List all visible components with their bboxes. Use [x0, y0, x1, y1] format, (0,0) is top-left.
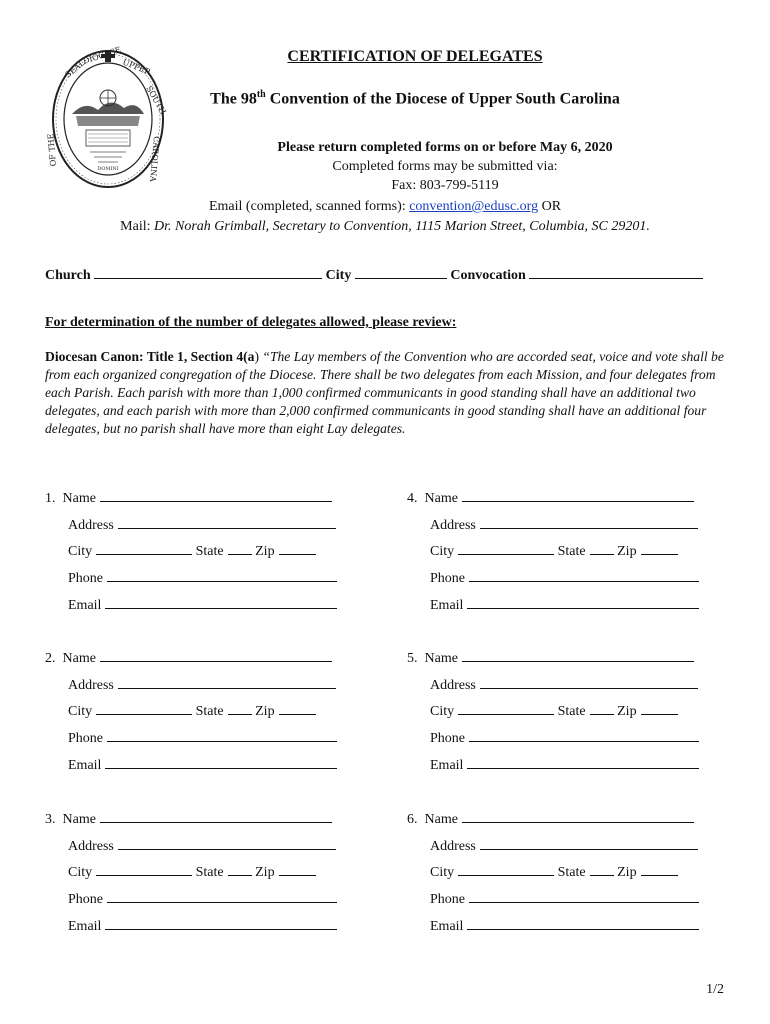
delegate-3-email-field[interactable]	[105, 915, 337, 930]
delegate-2-zip-field[interactable]	[279, 700, 316, 715]
delegate-1-city-row	[68, 540, 316, 560]
delegate-6-phone-row	[430, 888, 699, 908]
delegate-1-phone-field[interactable]	[107, 567, 337, 582]
form-title: CERTIFICATION OF DELEGATES	[287, 48, 543, 65]
delegate-3-city-row	[68, 861, 316, 881]
delegate-6-phone-field[interactable]	[469, 888, 699, 903]
delegate-6-address-row	[430, 835, 698, 855]
name-label: Name	[424, 651, 458, 666]
delegate-6-state-field[interactable]	[590, 861, 614, 876]
delegate-number: 5.	[407, 651, 418, 666]
delegate-6-name-row	[407, 808, 694, 828]
delegate-6-email-row	[430, 915, 699, 935]
delegate-6-city-field[interactable]	[458, 861, 554, 876]
address-label: Address	[68, 517, 114, 533]
svg-text:SOUTH: SOUTH	[144, 84, 168, 116]
delegate-5-email-row	[430, 754, 699, 774]
page-number: 1/2	[706, 982, 724, 997]
svg-text:DOMINI: DOMINI	[97, 166, 119, 172]
svg-text:OF THE: OF THE	[46, 133, 58, 167]
delegate-2-phone-field[interactable]	[107, 727, 337, 742]
email-label: Email	[430, 918, 464, 934]
city-label: City	[430, 704, 455, 720]
phone-label: Phone	[430, 731, 465, 747]
email-instructions: Email (completed, scanned forms): convention@edusc.org OR	[208, 199, 562, 214]
delegate-2-address-field[interactable]	[118, 674, 336, 689]
zip-label: Zip	[617, 544, 637, 560]
address-label: Address	[430, 838, 476, 854]
church-row	[45, 266, 703, 284]
delegate-4-name-row	[407, 487, 694, 507]
delegate-number: 3.	[45, 812, 56, 827]
delegate-4-name-field[interactable]	[462, 487, 694, 502]
submit-via-text: Completed forms may be submitted via:	[332, 159, 558, 174]
delegate-1-name-row	[45, 487, 332, 507]
delegate-5-name-field[interactable]	[462, 647, 694, 662]
state-label: State	[195, 704, 224, 720]
delegate-6-address-field[interactable]	[480, 835, 698, 850]
phone-label: Phone	[68, 892, 103, 908]
delegate-5-address-row	[430, 674, 698, 694]
zip-label: Zip	[255, 865, 275, 881]
city-label: City	[68, 865, 93, 881]
return-deadline: Please return completed forms on or before May 6, 2020	[277, 140, 613, 155]
zip-label: Zip	[255, 704, 275, 720]
city-label: City	[68, 544, 93, 560]
delegate-6-zip-field[interactable]	[641, 861, 678, 876]
review-heading: For determination of the number of delegates allowed, please review:	[45, 315, 457, 330]
delegate-1-address-row	[68, 514, 336, 534]
city-field[interactable]	[355, 266, 447, 279]
delegate-4-phone-field[interactable]	[469, 567, 699, 582]
name-label: Name	[62, 812, 96, 827]
delegate-2-phone-row	[68, 727, 337, 747]
delegate-3-city-field[interactable]	[96, 861, 192, 876]
phone-label: Phone	[68, 731, 103, 747]
email-label: Email	[430, 757, 464, 773]
delegate-5-email-field[interactable]	[467, 754, 699, 769]
name-label: Name	[424, 812, 458, 827]
state-label: State	[557, 865, 586, 881]
state-label: State	[195, 544, 224, 560]
delegate-2-address-row	[68, 674, 336, 694]
address-label: Address	[68, 838, 114, 854]
email-label: Email	[430, 597, 464, 613]
delegate-1-email-row	[68, 594, 337, 614]
phone-label: Phone	[430, 892, 465, 908]
church-field[interactable]	[94, 266, 322, 279]
delegate-6-city-row	[430, 861, 678, 881]
mail-instructions: Mail: Dr. Norah Grimball, Secretary to Convention, 1115 Marion Street, Columbia, SC 29201.	[120, 219, 650, 234]
delegate-5-phone-field[interactable]	[469, 727, 699, 742]
delegate-4-email-field[interactable]	[467, 594, 699, 609]
delegate-number: 2.	[45, 651, 56, 666]
delegate-4-address-field[interactable]	[480, 514, 698, 529]
delegate-2-name-row	[45, 647, 332, 667]
delegate-1-state-field[interactable]	[228, 540, 252, 555]
name-label: Name	[62, 491, 96, 506]
delegate-3-name-field[interactable]	[100, 808, 332, 823]
delegate-2-city-row	[68, 700, 316, 720]
delegate-5-address-field[interactable]	[480, 674, 698, 689]
delegate-2-email-row	[68, 754, 337, 774]
address-label: Address	[430, 677, 476, 693]
zip-label: Zip	[255, 544, 275, 560]
state-label: State	[195, 865, 224, 881]
delegate-5-zip-field[interactable]	[641, 700, 678, 715]
city-label: City	[430, 865, 455, 881]
delegate-5-city-row	[430, 700, 678, 720]
delegate-number: 4.	[407, 491, 418, 506]
delegate-number: 6.	[407, 812, 418, 827]
delegate-4-city-row	[430, 540, 678, 560]
delegate-3-phone-field[interactable]	[107, 888, 337, 903]
city-label: City	[430, 544, 455, 560]
delegate-4-address-row	[430, 514, 698, 534]
email-label: Email	[68, 918, 102, 934]
delegate-2-name-field[interactable]	[100, 647, 332, 662]
delegate-1-zip-field[interactable]	[279, 540, 316, 555]
delegate-2-city-field[interactable]	[96, 700, 192, 715]
state-label: State	[557, 704, 586, 720]
delegate-1-city-field[interactable]	[96, 540, 192, 555]
delegate-5-city-field[interactable]	[458, 700, 554, 715]
email-label: Email	[68, 597, 102, 613]
delegate-3-address-field[interactable]	[118, 835, 336, 850]
delegate-2-email-field[interactable]	[105, 754, 337, 769]
delegate-1-email-field[interactable]	[105, 594, 337, 609]
delegate-6-email-field[interactable]	[467, 915, 699, 930]
svg-text:SEAL: SEAL	[63, 58, 87, 80]
phone-label: Phone	[68, 571, 103, 587]
delegate-3-email-row	[68, 915, 337, 935]
svg-text:UPPER: UPPER	[121, 57, 152, 77]
delegate-3-address-row	[68, 835, 336, 855]
svg-text:CAROLINA: CAROLINA	[148, 135, 161, 183]
delegate-number: 1.	[45, 491, 56, 506]
convocation-label: Convocation	[450, 268, 526, 283]
address-label: Address	[430, 517, 476, 533]
delegate-4-state-field[interactable]	[590, 540, 614, 555]
delegate-5-name-row	[407, 647, 694, 667]
delegate-4-city-field[interactable]	[458, 540, 554, 555]
fax-number: Fax: 803-799-5119	[391, 178, 499, 193]
delegate-3-zip-field[interactable]	[279, 861, 316, 876]
delegate-4-phone-row	[430, 567, 699, 587]
church-label: Church	[45, 268, 91, 283]
name-label: Name	[62, 651, 96, 666]
delegate-4-email-row	[430, 594, 699, 614]
delegate-3-name-row	[45, 808, 332, 828]
delegate-3-phone-row	[68, 888, 337, 908]
delegate-4-zip-field[interactable]	[641, 540, 678, 555]
convocation-field[interactable]	[529, 266, 703, 279]
phone-label: Phone	[430, 571, 465, 587]
email-link[interactable]: convention@edusc.org	[409, 199, 539, 214]
delegate-2-state-field[interactable]	[228, 700, 252, 715]
delegate-1-address-field[interactable]	[118, 514, 336, 529]
email-label: Email	[68, 757, 102, 773]
city-label: City	[68, 704, 93, 720]
canon-paragraph: Diocesan Canon: Title 1, Section 4(a) “The Lay members of the Convention who are accorded seat, voice and vote shall be from each organized congregation of the Diocese. There shall be two delegates from each Mission, and four delegates from each Parish. Each parish with more than 1,000 confirmed communicants in good standing shall have an additional two delegates, and each parish with more than 2,000 confirmed communicants in good standing shall have an additional four delegates, but no parish shall have more than eight Lay delegates.	[45, 349, 724, 436]
name-label: Name	[424, 491, 458, 506]
delegate-1-phone-row	[68, 567, 337, 587]
delegate-1-name-field[interactable]	[100, 487, 332, 502]
convention-subtitle: The 98th Convention of the Diocese of Upper South Carolina	[210, 89, 620, 108]
delegate-3-state-field[interactable]	[228, 861, 252, 876]
delegate-5-phone-row	[430, 727, 699, 747]
delegate-5-state-field[interactable]	[590, 700, 614, 715]
address-label: Address	[68, 677, 114, 693]
delegate-6-name-field[interactable]	[462, 808, 694, 823]
svg-text:DIOCESE: DIOCESE	[81, 45, 123, 66]
zip-label: Zip	[617, 865, 637, 881]
zip-label: Zip	[617, 704, 637, 720]
state-label: State	[557, 544, 586, 560]
city-label: City	[325, 268, 352, 283]
